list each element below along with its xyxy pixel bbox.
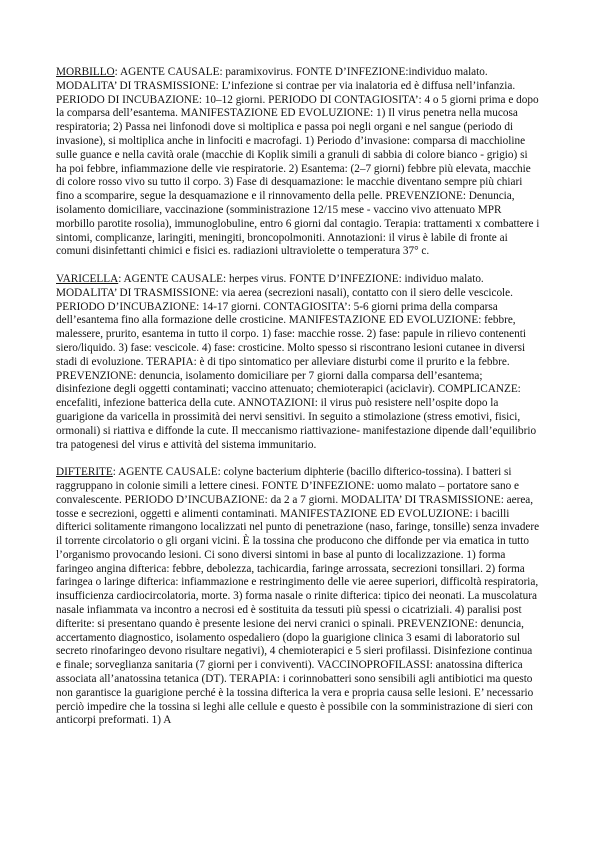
section-morbillo bbox=[56, 66, 540, 259]
disease-description: : AGENTE CAUSALE: paramixovirus. FONTE D’INFEZIONE:individuo malato. MODALITA’ DI TRASMISSIONE: L’infezione si contrae per via inalatoria ed è diffusa nell’infanzia. PERIODO DI INCUBAZIONE: 10–12 giorni. PERIODO DI CONTAGIOSITA’: 4 o 5 giorni prima e dopo la comparsa dell’esantema. MANIFESTAZIONE ED EVOLUZIONE: 1) Il virus penetra nella mucosa respiratoria; 2) Passa nei linfonodi dove si moltiplica e passa poi negli organi e nel sangue (periodo di invasione), si moltiplica anche in linfociti e macrofagi. 1) Periodo d’invasione: comparsa di macchioline sulle guance e nella cavità orale (macchie di Koplik simili a granuli di sabbia di colore bianco - grigio) si ha poi febbre, infiammazione delle vie respiratorie. 2) Esantema: (2–7 giorni) febbre più elevata, macchie di colore rosso vivo su tutto il corpo. 3) Fase di desquamazione: le macchie diventano sempre più chiari fino a scomparire, segue la desquamazione e il rinnovamento della pelle. PREVENZIONE: Denuncia, isolamento domiciliare, vaccinazione (somministrazione 12/15 mese - vaccino vivo attenuato MPR morbillo parotite rosolia), immunoglobuline, entro 6 giorni dal contagio. Terapia: trattamenti x combattere i sintomi, complicanze, laringiti, meningiti, broncopolmoniti. Annotazioni: il virus è labile di fronte ai comuni disinfettanti chimici e fisici es. radiazioni ultraviolette o temperatura 37° c. bbox=[56, 66, 540, 258]
document-page bbox=[56, 66, 540, 742]
paragraph-morbillo bbox=[56, 66, 540, 259]
disease-heading: VARICELLA bbox=[56, 272, 119, 285]
paragraph-varicella bbox=[56, 273, 540, 452]
disease-heading: DIFTERITE bbox=[56, 466, 113, 479]
disease-description: : AGENTE CAUSALE: colyne bacterium diphterie (bacillo difterico-tossina). I batteri si raggruppano in colonie simili a lettere cinesi. FONTE D’INFEZIONE: uomo malato – portatore sano e convalescente. PERIODO D’INCUBAZIONE: da 2 a 7 giorni. MODALITA’ DI TRASMISSIONE: aerea, tosse e secrezioni, oggetti e alimenti contaminati. MANIFESTAZIONE ED EVOLUZIONE: i bacilli difterici solitamente rimangono localizzati nel punto di penetrazione (naso, faringe, tonsille) senza invadere il torrente circolatorio o gli organi vicini. È la tossina che producono che diffonde per via ematica in tutto l’organismo provocando lesioni. Ci sono diversi sintomi in base al punto di localizzazione. 1) forma faringeo angina difterica: febbre, debolezza, tachicardia, faringe arrossata, secrezioni tonsillari. 2) forma faringea o laringe difterica: infiammazione e restringimento delle vie aeree superiori, difficoltà respiratoria, insufficienza cardiocircolatoria, morte. 3) forma nasale o rinite difterica: tipico dei neonati. La muscolatura nasale infiammata va incontro a necrosi ed è sostituita da tessuti più spessi o cicatriziali. 4) paralisi post difterite: si presentano quando è presente lesione dei nervi cranici o spinali. PREVENZIONE: denuncia, accertamento diagnostico, isolamento ospedaliero (dopo la guarigione clinica 3 esami di laboratorio sul secreto rinofaringeo devono risultare negativi), 4 chemioterapici e 5 sieri profilassi. Disinfezione continua e finale; sorveglianza sanitaria (7 giorni per i conviventi). VACCINOPROFILASSI: anatossina difterica associata all’anatossina tetanica (DT). TERAPIA: i corinnobatteri sono sensibili agli antibiotici ma questo non garantisce la guarigione perché è la tossina difterica la vera e propria causa selle lesioni. E’ necessario perciò impedire che la tossina si leghi alle cellule e questo è possibile con la somministrazione di sieri con anticorpi preformati. 1) A bbox=[56, 466, 540, 727]
paragraph-difterite bbox=[56, 466, 540, 728]
section-varicella bbox=[56, 273, 540, 452]
disease-heading: MORBILLO bbox=[56, 66, 115, 78]
section-difterite bbox=[56, 466, 540, 728]
disease-description: : AGENTE CAUSALE: herpes virus. FONTE D’INFEZIONE: individuo malato. MODALITA’ DI TRASMISSIONE: via aerea (secrezioni nasali), contatto con il siero delle vescicole. PERIODO D’INCUBAZIONE: 14-17 giorni. CONTAGIOSITA’: 5-6 giorni prima della comparsa dell’esantema fino alla formazione delle crosticine. MANIFESTAZIONE ED EVOLUZIONE: febbre, malessere, prurito, esantema in tutto il corpo. 1) fase: macchie rosse. 2) fase: papule in rilievo contenenti siero/liquido. 3) fase: vescicole. 4) fase: crosticine. Molto spesso si riscontrano lesioni cutanee in diversi stadi di evoluzione. TERAPIA: è di tipo sintomatico per alleviare disturbi come il prurito e la febbre. PREVENZIONE: denuncia, isolamento domiciliare per 7 giorni dalla comparsa dell’esantema; disinfezione degli oggetti contaminati; vaccino attenuato; chemioterapici (aciclavir). COMPLICANZE: encefaliti, infezione batterica della cute. ANNOTAZIONI: il virus può resistere nell’ospite dopo la guarigione da varicella in prossimità dei nervi sensitivi. In seguito a stimolazione (stress emotivi, fisici, ormonali) si riattiva e diffonde la cute. Il meccanismo riattivazione- manifestazione dipende dall’equilibrio tra patogenesi del virus e attività del sistema immunitario. bbox=[56, 272, 537, 451]
